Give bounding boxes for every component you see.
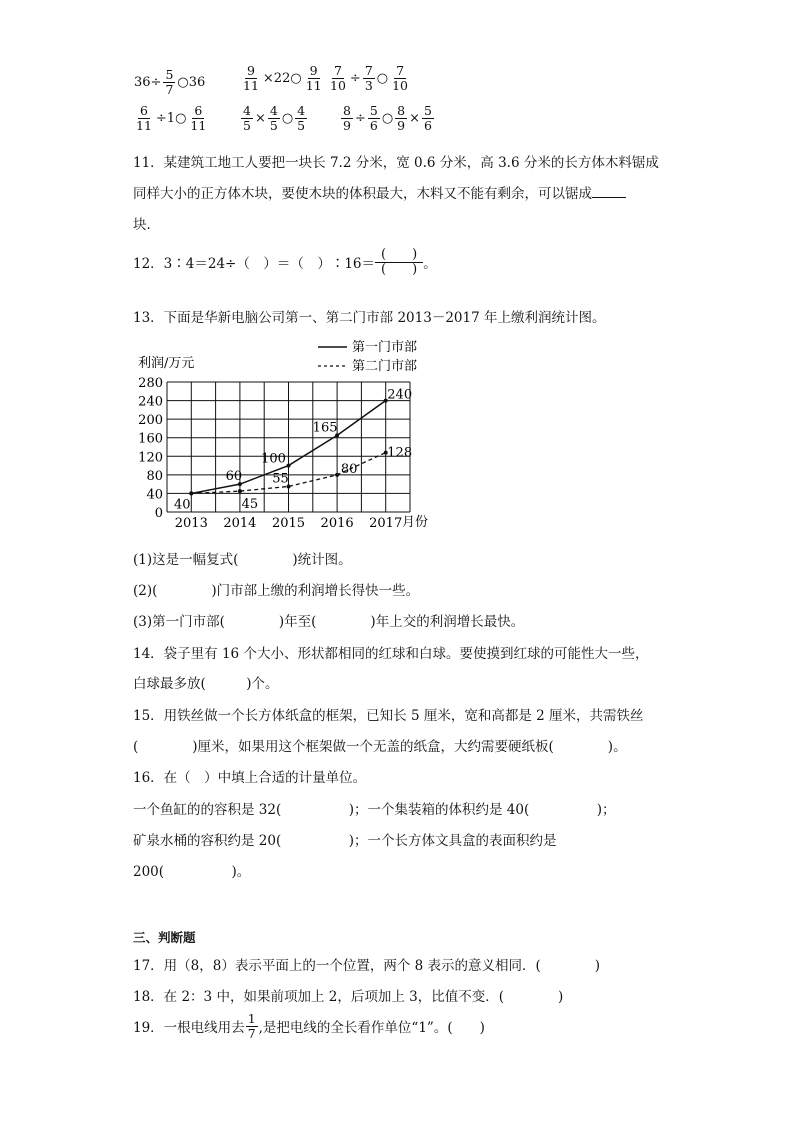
- q12: 12．3∶4＝24÷（ ）＝（ ）∶16＝ ( ) ( ) 。: [133, 247, 437, 277]
- q14-line2: 白球最多放( )个。: [133, 676, 279, 692]
- q19: 19．一根电线用去 $\frac{1}{7}$ ,是把电线的全长看作单位“1”。( ): [133, 1011, 485, 1041]
- q14-line1: 14．袋子里有 16 个大小、形状都相同的红球和白球。要使摸到红球的可能性大一些，: [133, 646, 649, 662]
- q16-line3: 矿泉水桶的容积约是 20( )；一个长方体文具盒的表面积约是: [133, 833, 557, 849]
- q15-line2: ( )厘米，如果用这个框架做一个无盖的纸盒，大约需要硬纸板( )。: [133, 739, 627, 755]
- q13-sub3: (3)第一门市部( )年至( )年上交的利润增长最快。: [133, 614, 525, 630]
- x-axis-unit: 月份: [402, 515, 429, 530]
- data-label-second: 55: [272, 471, 289, 487]
- q11-line2: 同样大小的正方体木块，要使木块的体积最大，木料又不能有剩余，可以锯成: [133, 182, 626, 202]
- x-tick-label: 2016: [320, 516, 354, 531]
- q16-line4: 200( )。: [133, 864, 251, 880]
- q11-line3: 块．: [133, 217, 160, 233]
- q17: 17．用（8，8）表示平面上的一个位置，两个 8 表示的意义相同．( ): [133, 958, 601, 974]
- blank-fraction[interactable]: ( ) ( ): [375, 248, 423, 276]
- chart-legend: [318, 340, 417, 374]
- y-tick-label: 120: [138, 450, 163, 466]
- q13-sub2: (2)( )门市部上缴的利润增长得快一些。: [133, 583, 420, 599]
- q18: 18．在 2：3 中，如果前项加上 2，后项加上 3，比值不变．( ): [133, 989, 564, 1005]
- y-tick-label: 160: [138, 431, 163, 447]
- compare-r2c2: $\frac{4}{5}$ × $\frac{4}{5}$ ○ $\frac{4}{5}$: [243, 103, 306, 133]
- q16-line1: 16．在（ ）中填上合适的计量单位。: [133, 770, 367, 786]
- q11-line1: 11．某建筑工地工人要把一块长 7.2 分米，宽 0.6 分米，高 3.6 分米的长方体木料锯成: [133, 155, 659, 171]
- data-label-first: 100: [261, 451, 286, 467]
- compare-r2c1: $\frac{6}{11}$ ÷1○ $\frac{6}{11}$: [136, 103, 207, 133]
- y-tick-label: 240: [138, 394, 163, 410]
- y-tick-label: 80: [146, 468, 163, 484]
- fraction: $\frac{1}{7}$: [247, 1011, 256, 1041]
- data-label-first: 40: [174, 497, 191, 513]
- q13-sub1: (1)这是一幅复式( )统计图。: [133, 552, 352, 568]
- data-label-second: 45: [241, 497, 259, 513]
- q15-line1: 15．用铁丝做一个长方体纸盒的框架，已知长 5 厘米，宽和高都是 2 厘米，共需铁丝: [133, 708, 644, 724]
- data-label-second: 128: [387, 445, 413, 461]
- compare-r2c3: $\frac{8}{9}$ ÷ $\frac{5}{6}$ ○ $\frac{8}{9}$ × $\frac{5}{6}$: [343, 103, 432, 133]
- data-label-first: 60: [225, 469, 243, 485]
- compare-r1c2: $\frac{9}{11}$ ×22○ $\frac{9}{11}$: [243, 63, 322, 93]
- x-tick-label: 2013: [174, 516, 208, 531]
- compare-r1c1: 36÷ $\frac{5}{7}$ ○36: [134, 67, 206, 97]
- data-label-first: 240: [387, 387, 413, 403]
- compare-r1c3: $\frac{7}{10}$ ÷ $\frac{7}{3}$ ○ $\frac{7}{10}$: [330, 63, 409, 93]
- section-title: 三、判断题: [133, 930, 196, 945]
- y-tick-label: 0: [154, 506, 163, 521]
- q16-line2: 一个鱼缸的的容积是 32( )；一个集装箱的体积约是 40( )；: [133, 802, 616, 818]
- fraction: $\frac{5}{7}$: [165, 67, 174, 97]
- data-point: [189, 491, 193, 495]
- q13-intro: 13．下面是华新电脑公司第一、第二门市部 2013－2017 年上缴利润统计图。: [133, 310, 606, 326]
- chart-grid: [167, 382, 413, 512]
- x-tick-label: 2014: [223, 516, 257, 531]
- data-point: [238, 489, 242, 493]
- x-tick-labels: [175, 516, 402, 531]
- data-point: [287, 464, 291, 468]
- data-label-second: 80: [340, 461, 358, 477]
- y-tick-label: 280: [138, 376, 163, 391]
- y-axis-label: 利润/万元: [138, 356, 195, 371]
- legend-label-series-2: 第二门市部: [352, 359, 418, 374]
- y-tick-label: 40: [146, 487, 163, 503]
- answer-blank[interactable]: [592, 185, 626, 198]
- y-tick-labels: [138, 376, 163, 521]
- line-chart: [130, 336, 440, 532]
- data-point: [335, 473, 339, 477]
- data-label-first: 165: [312, 420, 338, 436]
- x-tick-label: 2017: [369, 516, 403, 531]
- legend-label-series-1: 第一门市部: [352, 340, 418, 355]
- y-tick-label: 200: [138, 413, 163, 429]
- x-tick-label: 2015: [271, 516, 306, 531]
